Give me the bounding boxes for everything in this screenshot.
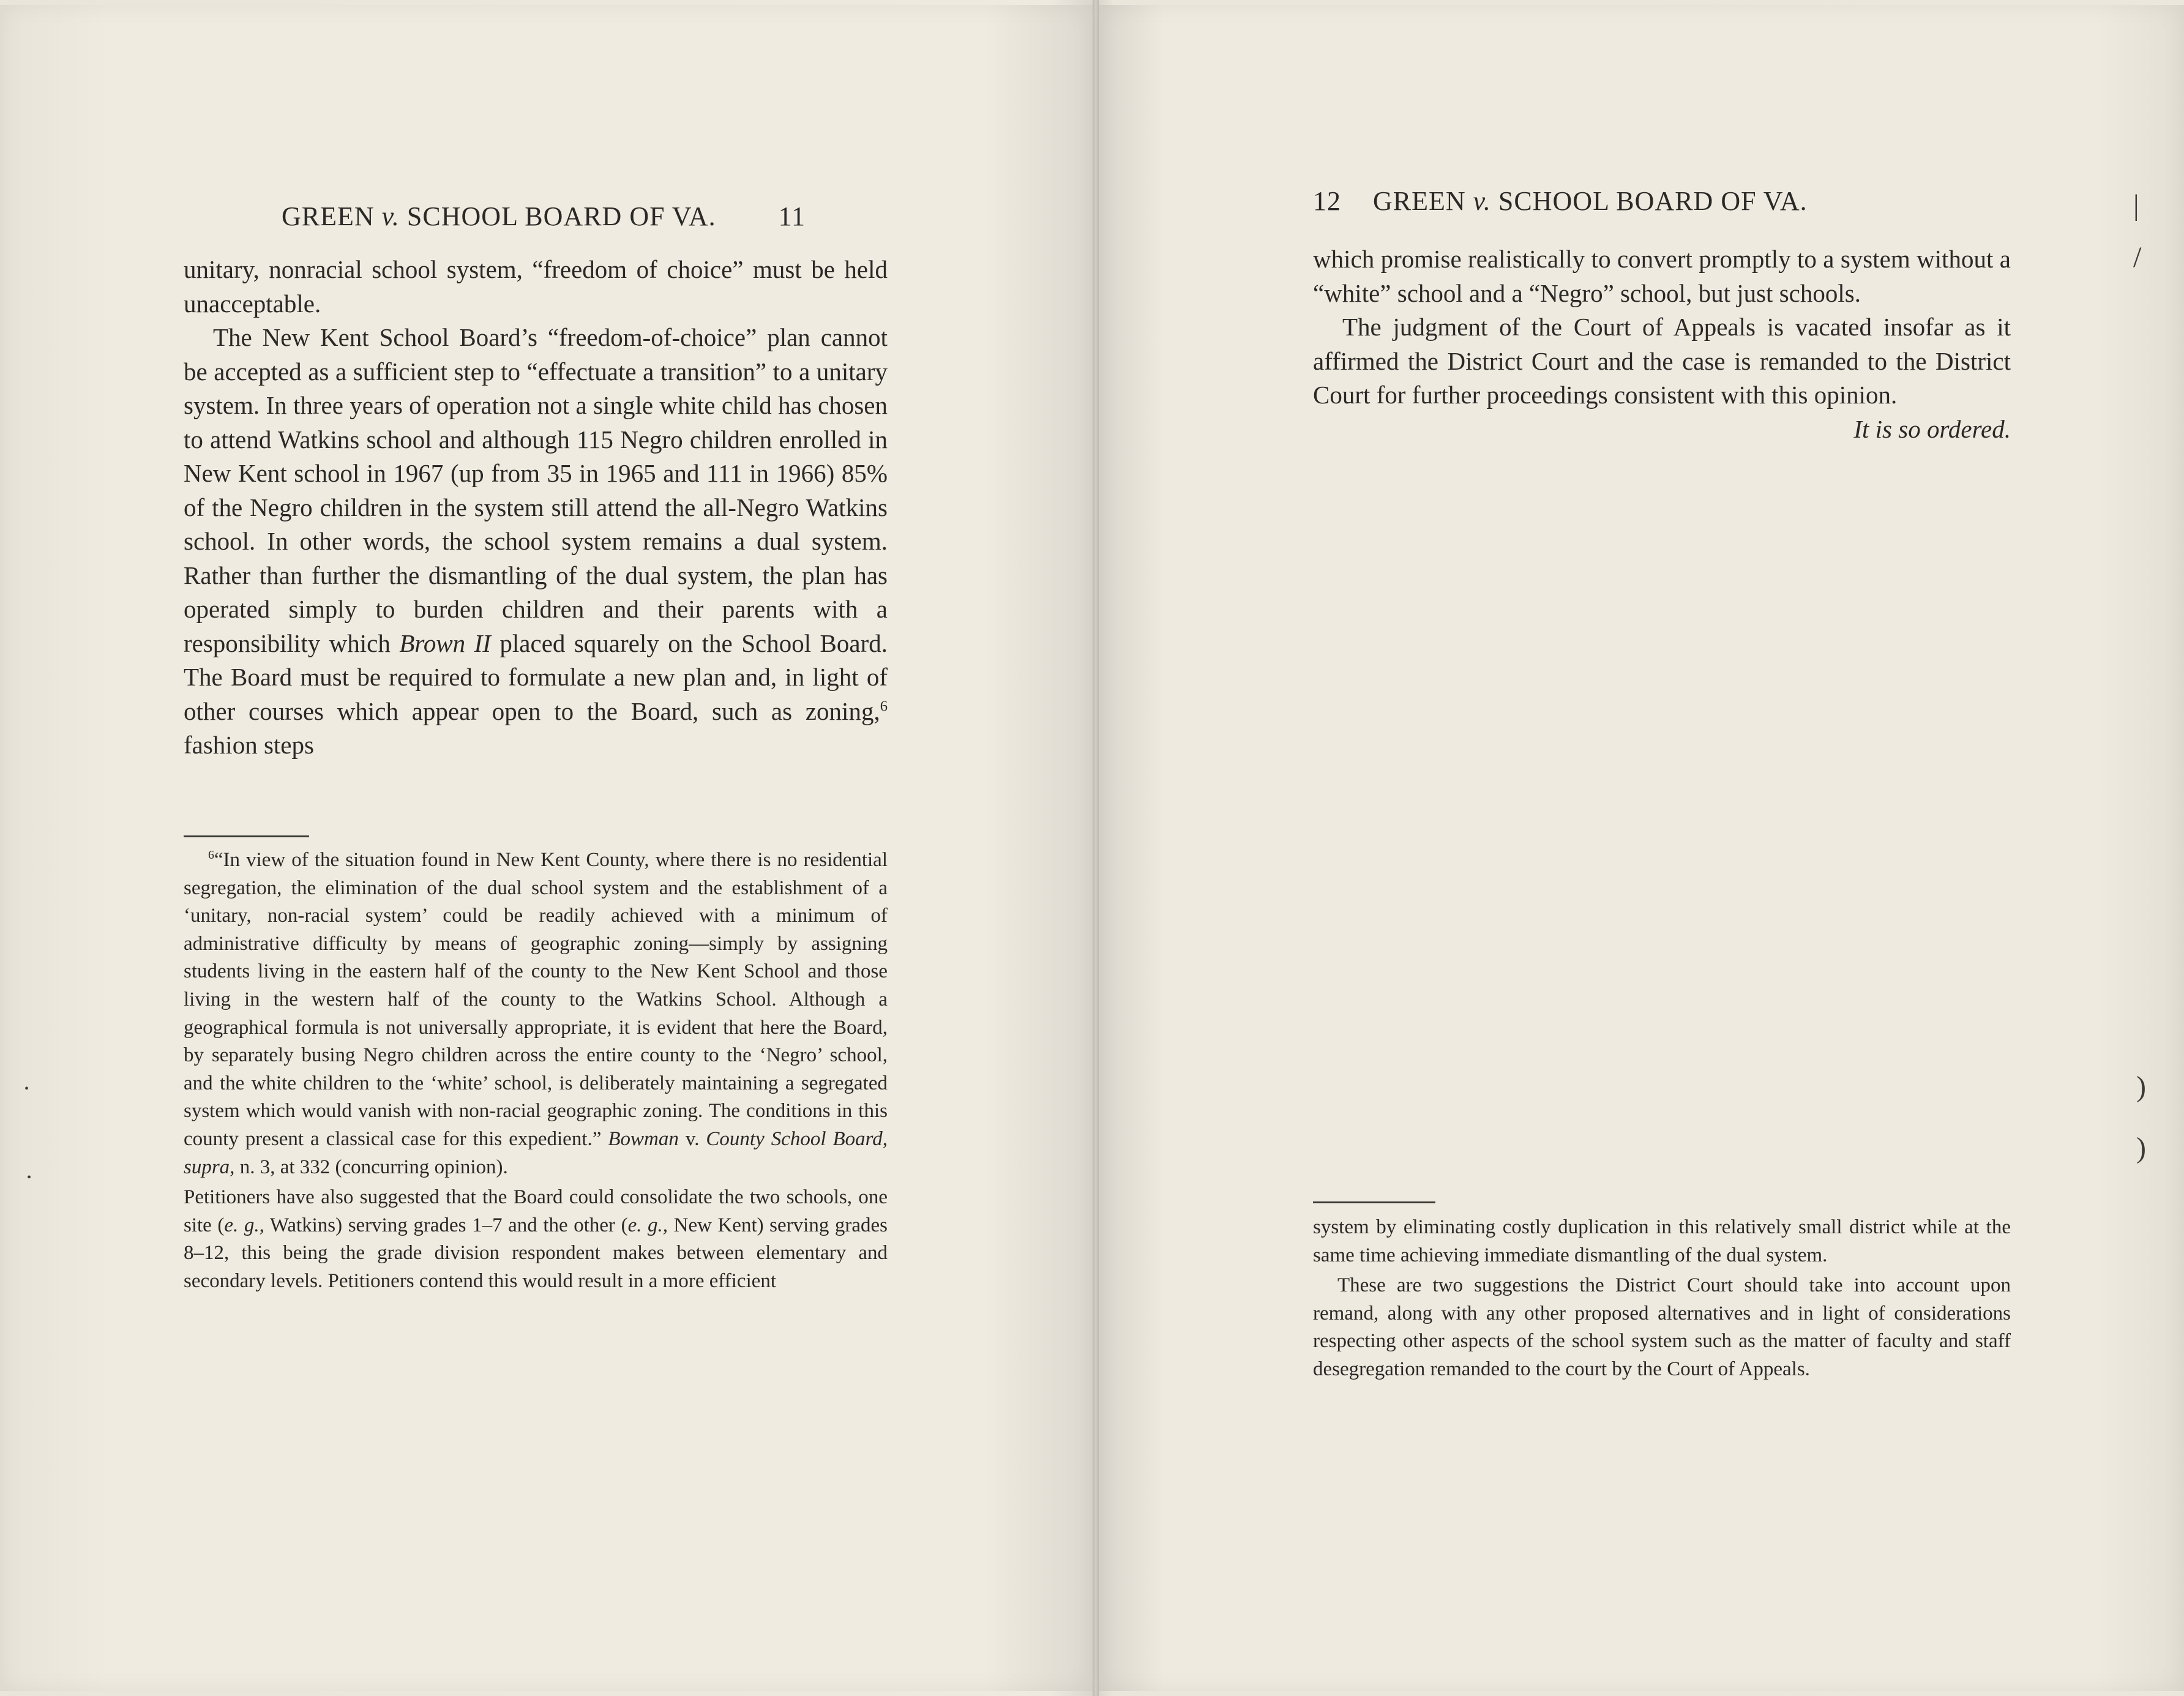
header-versus: v. bbox=[1473, 186, 1491, 216]
eg-abbrev-1: e. g., bbox=[224, 1214, 264, 1236]
main-text bbox=[184, 253, 888, 763]
paragraph-judgment: The judgment of the Court of Appeals is vacated insofar as it affirmed the District Court and the case is remanded to the District Court for further proceedings consistent with this opinion. bbox=[1313, 313, 2011, 409]
binding-mark: • bbox=[24, 1082, 29, 1096]
footnote-text-c: New Kent) serving grades 8–12, this being the grade division respondent makes between elementary and secondary levels. Petitioners contend this would result in a more efficient bbox=[184, 1214, 888, 1292]
page-number: 12 bbox=[1313, 186, 1341, 216]
footnote-text-b: Watkins) serving grades 1–7 and the other ( bbox=[269, 1214, 628, 1236]
footnote-text-a: Petitioners have also suggested that the Board could consolidate the two schools, one site ( bbox=[184, 1186, 888, 1236]
paragraph-freedom-of-choice bbox=[184, 321, 888, 763]
paragraph-text-2: placed squarely on the School Board. The Board must be required to formulate a new plan and, in light of other courses which appear open to the Board, such as zoning, bbox=[184, 629, 888, 725]
page-number: 11 bbox=[778, 201, 806, 231]
paragraph-continued: unitary, nonracial school system, “freedom of choice” must be held unacceptable. bbox=[184, 255, 888, 318]
header-case-title: GREEN bbox=[282, 201, 375, 231]
citation-case: Bowman bbox=[608, 1127, 679, 1150]
edge-mark: ) bbox=[2136, 1070, 2146, 1103]
footnote-paragraph-2: These are two suggestions the District Court should take into account upon remand, along with any other proposed alternatives and in light of considerations respecting other aspects of the school system such as the matter of faculty and staff desegregation remanded to the court by the Court of Appeals. bbox=[1313, 1274, 2011, 1380]
case-citation-brown: Brown II bbox=[399, 629, 491, 657]
citation-v: v. bbox=[685, 1127, 700, 1150]
footnote-text: “In view of the situation found in New Kent County, where there is no residential segregation, the elimination of the dual school system and the establishment of a ‘unitary, non-racial system’ could be readily achieved with a minimum of administrative difficulty by means of geographic zoning—simply by assigning students living in the eastern half of the county to the New Kent School and those living in the western half of the county to the Watkins School. Although a geographical formula is not universally appropriate, it is evident that here the Board, by separately busing Negro children across the entire county to the ‘Negro’ school, and the white children to the ‘white’ school, is deliberately maintaining a segregated system which would vanish with non-racial geographic zoning. The conditions in this county present a classical case for this expedient.” bbox=[184, 849, 888, 1150]
edge-mark: / bbox=[2133, 241, 2142, 274]
footnote-reference: 6 bbox=[880, 697, 888, 714]
binding-mark: • bbox=[27, 1171, 32, 1184]
footnote-text: system by eliminating costly duplication in this relatively small district while at the same time achieving immediate dismantling of the dual system. bbox=[1313, 1216, 2011, 1266]
paragraph-text: The New Kent School Board’s “freedom-of-choice” plan cannot be accepted as a sufficient step to “effectuate a transition” to a unitary system. In three years of operation not a single white child has chosen to attend Watkins school and although 115 Negro children enrolled in New Kent school in 1967 (up from 35 in 1965 and 111 in 1966) 85% of the Negro children in the system still attend the all-Negro Watkins school. In other words, the school system remains a dual system. Rather than further the dismantling of the dual system, the plan has operated simply to burden children and their parents with a responsibility which bbox=[184, 323, 888, 657]
footnote-rule bbox=[184, 835, 309, 837]
running-header-right bbox=[1313, 185, 1808, 217]
edge-mark: | bbox=[2133, 189, 2139, 222]
citation-supra: supra, bbox=[184, 1156, 235, 1178]
left-page bbox=[0, 5, 1093, 1691]
citation-board: County School Board, bbox=[706, 1127, 888, 1150]
header-board: SCHOOL BOARD OF VA. bbox=[1498, 186, 1808, 216]
header-versus: v. bbox=[381, 201, 400, 231]
paragraph-continued: which promise realistically to convert promptly to a system without a “white” school and a “Negro” school, but just schools. bbox=[1313, 245, 2011, 307]
main-text bbox=[1313, 242, 2011, 446]
header-board: SCHOOL BOARD OF VA. bbox=[406, 201, 716, 231]
eg-abbrev-2: e. g., bbox=[627, 1214, 668, 1236]
footnote-continued bbox=[1313, 1214, 2011, 1384]
right-page bbox=[1099, 5, 2184, 1691]
running-header-left bbox=[282, 201, 806, 232]
book-gutter bbox=[1093, 0, 1099, 1696]
paragraph-text-3: fashion steps bbox=[184, 731, 314, 759]
footnote-marker: 6 bbox=[208, 848, 214, 862]
header-case-title: GREEN bbox=[1373, 186, 1466, 216]
citation-rest: n. 3, at 332 (concurring opinion). bbox=[239, 1156, 508, 1178]
footnote-rule bbox=[1313, 1201, 1435, 1203]
footnote-6 bbox=[184, 846, 888, 1296]
footnote-quote bbox=[184, 846, 888, 1181]
footnote-paragraph-2 bbox=[184, 1184, 888, 1295]
edge-mark: ) bbox=[2136, 1132, 2146, 1164]
closing-order: It is so ordered. bbox=[1853, 414, 2011, 443]
